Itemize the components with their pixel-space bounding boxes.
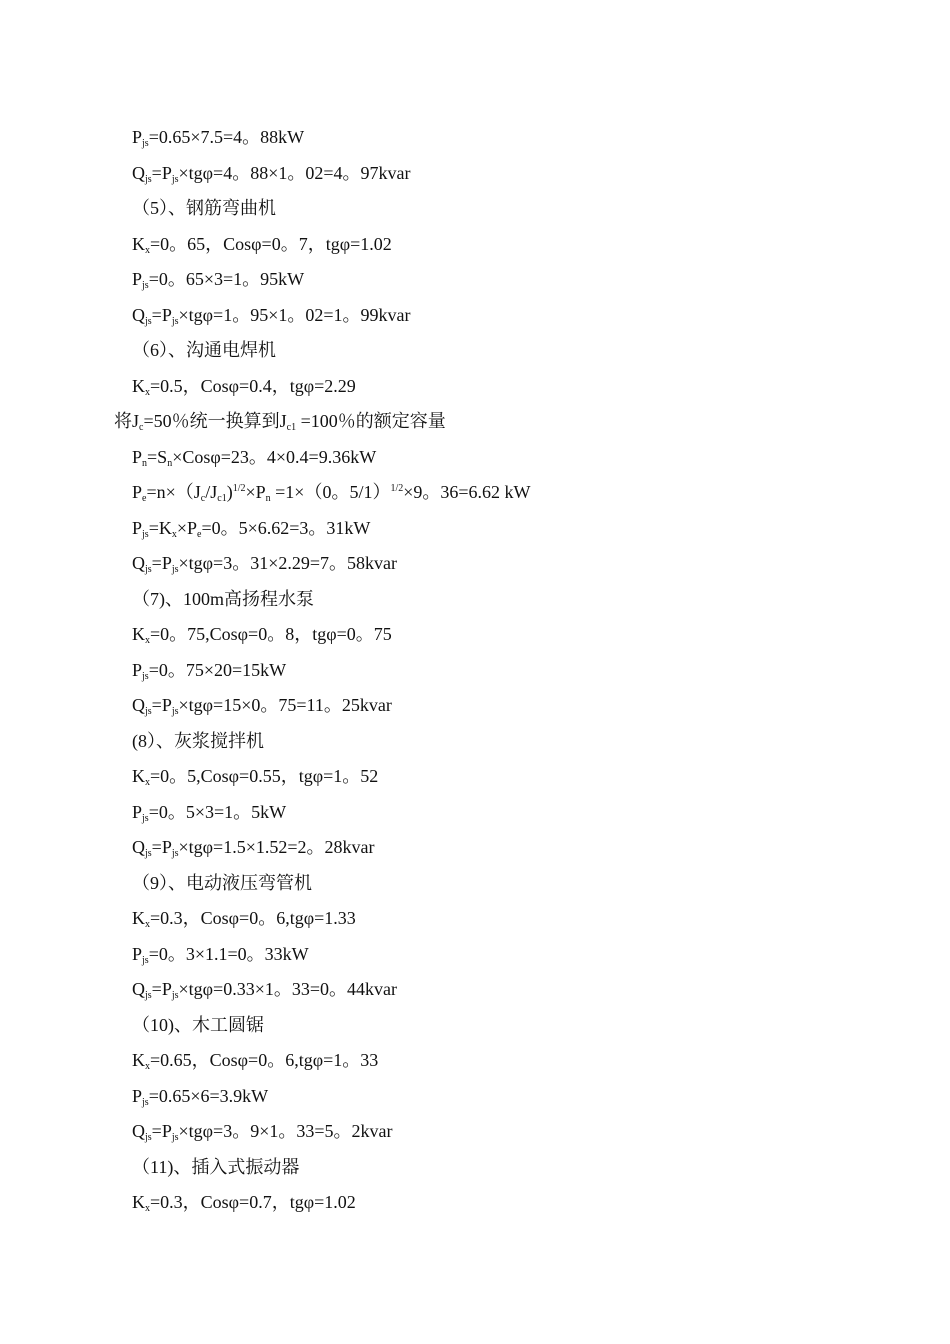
subscript: x xyxy=(145,244,150,256)
subscript: js xyxy=(142,280,149,291)
text-run: P xyxy=(132,1085,143,1106)
subscript: js xyxy=(171,1132,179,1143)
subscript: e xyxy=(142,493,147,504)
formula-line xyxy=(132,304,411,326)
superscript: 1/2 xyxy=(390,483,404,494)
text-run: K xyxy=(132,1050,145,1070)
subscript: js xyxy=(142,812,149,824)
text-run: ×tgφ=0.33×1。33=0。44kvar xyxy=(178,979,397,999)
text-run: =0。5×3=1。5kW xyxy=(148,801,287,822)
formula-line xyxy=(132,481,531,503)
subscript: js xyxy=(145,564,152,575)
text-run: =0。75×20=15kW xyxy=(148,659,287,680)
text-run: /J xyxy=(205,482,218,502)
text-run: ×P xyxy=(176,517,198,538)
subscript: x xyxy=(145,777,150,788)
text-run: （7)、100m高扬程水泵 xyxy=(132,588,314,609)
text-run: Q xyxy=(132,1121,145,1141)
subscript: c1 xyxy=(286,422,297,433)
text-run: =0.65×7.5=4。88kW xyxy=(148,127,305,147)
text-run: =P xyxy=(151,837,172,857)
formula-line xyxy=(132,623,392,645)
subscript: n xyxy=(265,493,271,504)
text-run: P xyxy=(132,127,143,147)
text-run: ×tgφ=1.5×1.52=2。28kvar xyxy=(178,837,375,857)
subscript: js xyxy=(142,528,149,540)
formula-line xyxy=(132,517,370,539)
section-heading xyxy=(132,588,314,610)
text-run: ×tgφ=15×0。75=11。25kvar xyxy=(178,695,392,715)
text-run: K xyxy=(132,1192,145,1212)
formula-line xyxy=(132,836,375,858)
section-heading xyxy=(132,339,276,361)
text-run: （11)、插入式振动器 xyxy=(132,1156,300,1177)
subscript: x xyxy=(145,386,150,398)
text-run: =0。3×1.1=0。33kW xyxy=(148,943,309,964)
text-run: =P xyxy=(151,304,172,325)
text-run: =0。75,Cosφ=0。8，tgφ=0。75 xyxy=(150,624,392,644)
text-run: ) xyxy=(226,482,233,502)
formula-line xyxy=(132,765,378,787)
subscript: js xyxy=(145,173,152,185)
subscript: js xyxy=(171,990,179,1001)
formula-line xyxy=(132,1049,378,1071)
subscript: js xyxy=(171,848,179,859)
text-run: （6）、沟通电焊机 xyxy=(132,340,276,360)
subscript: js xyxy=(145,848,152,859)
formula-line xyxy=(132,126,304,148)
formula-line xyxy=(132,907,356,929)
text-run: =K xyxy=(148,517,172,538)
formula-line xyxy=(132,552,397,574)
subscript: x xyxy=(145,919,150,930)
text-run: （10)、木工圆锯 xyxy=(132,1014,264,1035)
subscript: js xyxy=(171,173,179,185)
formula-line xyxy=(132,978,397,1000)
text-run: P xyxy=(132,659,143,680)
conversion-note xyxy=(114,410,446,432)
formula-line xyxy=(132,446,376,468)
text-run: K xyxy=(132,233,145,254)
text-run: =P xyxy=(151,162,172,183)
text-run: =n×（J xyxy=(146,482,201,502)
text-run: (8）、灰浆搅拌机 xyxy=(132,730,264,751)
section-heading xyxy=(132,197,276,219)
subscript: c1 xyxy=(217,493,227,504)
formula-line xyxy=(132,1191,356,1213)
formula-line xyxy=(132,233,392,255)
text-run: Q xyxy=(132,695,145,715)
subscript: js xyxy=(142,670,149,682)
subscript: n xyxy=(142,457,148,469)
formula-line xyxy=(132,162,411,184)
text-run: =0.65，Cosφ=0。6,tgφ=1。33 xyxy=(150,1050,379,1070)
section-heading xyxy=(132,1156,299,1178)
text-run: K xyxy=(132,766,145,786)
text-run: （9）、电动液压弯管机 xyxy=(132,872,312,893)
text-run: ×9。36=6.62 kW xyxy=(403,482,531,502)
text-run: =0。65，Cosφ=0。7，tgφ=1.02 xyxy=(150,233,392,254)
section-heading xyxy=(132,1014,264,1036)
text-run: =100％的额定容量 xyxy=(296,411,446,431)
subscript: x xyxy=(145,1061,150,1072)
subscript: x xyxy=(145,1203,150,1214)
section-heading xyxy=(132,730,264,752)
subscript: js xyxy=(171,706,179,717)
subscript: c xyxy=(200,493,206,504)
text-run: P xyxy=(132,446,143,467)
text-run: K xyxy=(132,375,145,396)
formula-line xyxy=(132,694,392,716)
subscript: n xyxy=(167,457,173,469)
subscript: js xyxy=(142,1096,149,1108)
text-run: P xyxy=(132,482,143,502)
subscript: x xyxy=(145,635,150,646)
text-run: Q xyxy=(132,553,145,573)
formula-line xyxy=(132,801,286,823)
text-run: ×P xyxy=(245,482,266,502)
text-run: Q xyxy=(132,304,145,325)
section-heading xyxy=(132,872,312,894)
subscript: js xyxy=(142,954,149,966)
superscript: 1/2 xyxy=(232,483,246,494)
text-run: ×tgφ=3。31×2.29=7。58kvar xyxy=(178,553,397,573)
text-run: Q xyxy=(132,837,145,857)
formula-line xyxy=(132,1120,393,1142)
text-run: Q xyxy=(132,162,145,183)
text-run: =0.3，Cosφ=0。6,tgφ=1.33 xyxy=(150,908,356,928)
text-run: 将J xyxy=(114,411,140,431)
text-run: =0。65×3=1。95kW xyxy=(148,269,305,289)
text-run: =1×（0。5/1） xyxy=(270,482,391,502)
text-run: =P xyxy=(151,553,172,573)
subscript: js xyxy=(171,315,179,327)
subscript: x xyxy=(171,528,177,540)
text-run: =0。5,Cosφ=0.55，tgφ=1。52 xyxy=(150,766,379,786)
text-run: =0。5×6.62=3。31kW xyxy=(201,517,371,538)
text-run: ×tgφ=3。9×1。33=5。2kvar xyxy=(178,1121,393,1141)
formula-line xyxy=(132,375,356,397)
text-run: P xyxy=(132,517,143,538)
subscript: js xyxy=(145,1132,152,1143)
text-run: K xyxy=(132,908,145,928)
subscript: js xyxy=(142,138,149,149)
text-run: （5）、钢筋弯曲机 xyxy=(132,198,276,218)
text-run: =50％统一换算到J xyxy=(143,411,287,431)
text-run: P xyxy=(132,801,143,822)
text-run: =0.3，Cosφ=0.7，tgφ=1.02 xyxy=(150,1192,356,1212)
text-run: =P xyxy=(151,695,172,715)
subscript: c xyxy=(139,422,144,433)
text-run: =S xyxy=(147,446,168,467)
text-run: Q xyxy=(132,979,145,999)
text-run: =P xyxy=(151,979,172,999)
text-run: ×tgφ=4。88×1。02=4。97kvar xyxy=(178,162,411,183)
text-run: P xyxy=(132,943,143,964)
text-run: =P xyxy=(151,1121,172,1141)
formula-line xyxy=(132,1085,268,1107)
text-run: ×tgφ=1。95×1。02=1。99kvar xyxy=(178,304,411,325)
text-run: =0.5，Cosφ=0.4，tgφ=2.29 xyxy=(150,375,356,396)
subscript: js xyxy=(171,564,179,575)
text-run: K xyxy=(132,624,145,644)
formula-line xyxy=(132,659,286,681)
text-run: P xyxy=(132,269,143,289)
subscript: js xyxy=(145,990,152,1001)
formula-line xyxy=(132,943,309,965)
formula-line xyxy=(132,268,304,290)
text-run: ×Cosφ=23。4×0.4=9.36kW xyxy=(172,446,377,467)
subscript: js xyxy=(145,706,152,717)
text-run: =0.65×6=3.9kW xyxy=(148,1085,269,1106)
subscript: e xyxy=(197,528,202,540)
subscript: js xyxy=(145,315,152,327)
